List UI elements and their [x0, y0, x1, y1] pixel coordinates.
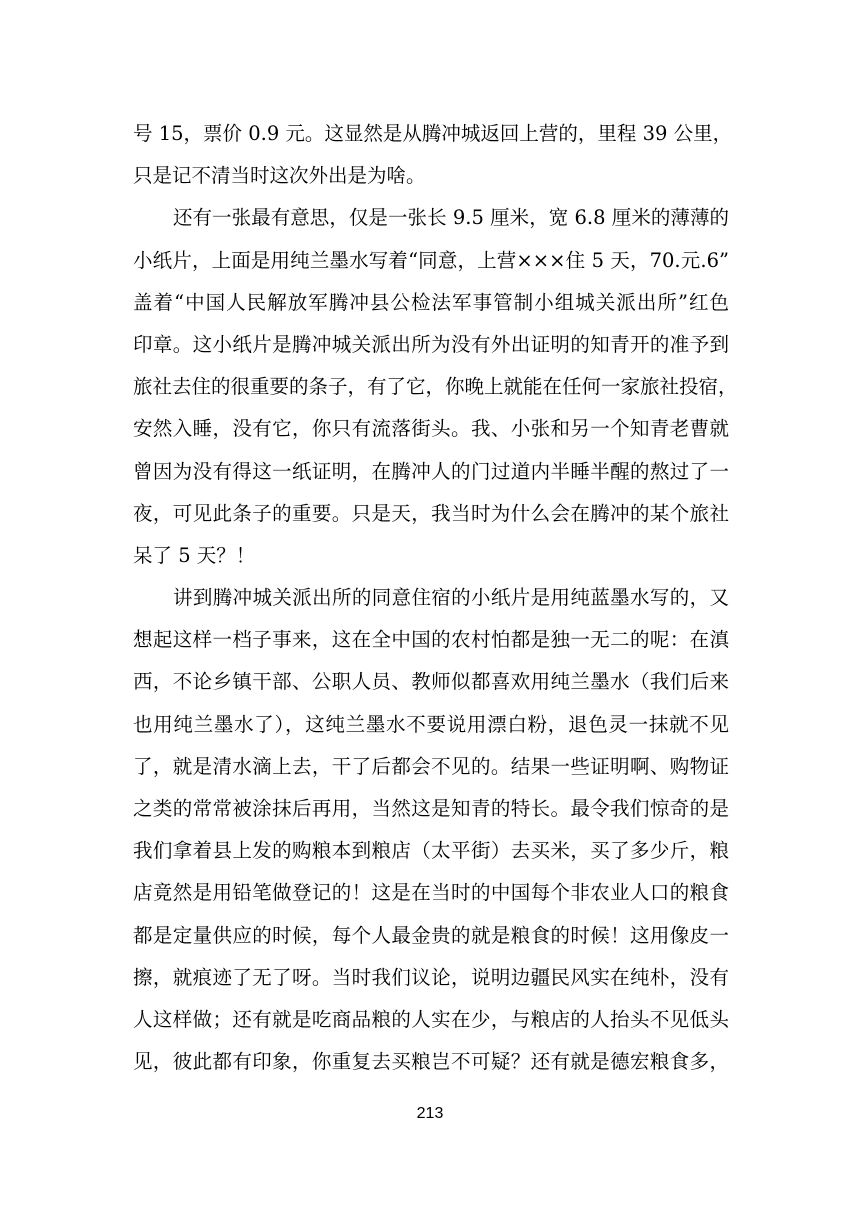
text-line: 小纸片，上面是用纯兰墨水写着“同意，上营×××住 5 天，70.元.6” — [133, 248, 729, 272]
text-line: 旅社去住的很重要的条子，有了它，你晚上就能在任何一家旅社投宿， — [133, 375, 738, 399]
text-line: 见，彼此都有印象，你重复去买粮岂不可疑？还有就是德宏粮食多， — [133, 1050, 729, 1074]
text-line: 安然入睡，没有它，你只有流落街头。我、小张和另一个知青老曹就 — [133, 417, 729, 441]
text-line: 夜，可见此条子的重要。只是天，我当时为什么会在腾冲的某个旅社 — [133, 501, 729, 525]
text-line: 盖着“中国人民解放军腾冲县公检法军事管制小组城关派出所”红色 — [133, 290, 729, 314]
text-line: 呆了 5 天？！ — [133, 543, 256, 567]
text-line: 都是定量供应的时候，每个人最金贵的就是粮食的时候！这用像皮一 — [133, 923, 729, 947]
page-number: 213 — [416, 1105, 444, 1122]
text-line: 店竟然是用铅笔做登记的！这是在当时的中国每个非农业人口的粮食 — [133, 881, 729, 905]
text-line: 之类的常常被涂抹后再用，当然这是知青的特长。最令我们惊奇的是 — [133, 797, 729, 820]
text-line: 只是记不清当时这次外出是为啥。 — [133, 164, 426, 188]
text-line: 擦，就痕迹了无了呀。当时我们议论，说明边疆民风实在纯朴，没有 — [133, 965, 729, 989]
text-line: 号 15，票价 0.9 元。这显然是从腾冲城返回上营的，里程 39 公里， — [133, 122, 733, 145]
text-line: 了，就是清水滴上去，干了后都会不见的。结果一些证明啊、购物证 — [133, 754, 729, 778]
body-text — [133, 113, 738, 1083]
text-line: 印章。这小纸片是腾冲城关派出所为没有外出证明的知青开的准予到 — [133, 332, 729, 356]
text-line: 西，不论乡镇干部、公职人员、教师似都喜欢用纯兰墨水（我们后来 — [133, 670, 729, 694]
text-line: 讲到腾冲城关派出所的同意住宿的小纸片是用纯蓝墨水写的，又 — [173, 586, 729, 610]
text-line: 曾因为没有得这一纸证明，在腾冲人的门过道内半睡半醒的熬过了一 — [133, 459, 729, 483]
text-line: 也用纯兰墨水了），这纯兰墨水不要说用漂白粉，退色灵一抹就不见 — [133, 712, 729, 736]
text-line: 人这样做；还有就是吃商品粮的人实在少，与粮店的人抬头不见低头 — [133, 1007, 729, 1031]
text-line: 我们拿着县上发的购粮本到粮店（太平街）去买米，买了多少斤，粮 — [133, 839, 729, 863]
text-line: 想起这样一档子事来，这在全中国的农村怕都是独一无二的呢：在滇 — [133, 628, 729, 652]
text-line: 还有一张最有意思，仅是一张长 9.5 厘米，宽 6.8 厘米的薄薄的 — [173, 206, 729, 230]
